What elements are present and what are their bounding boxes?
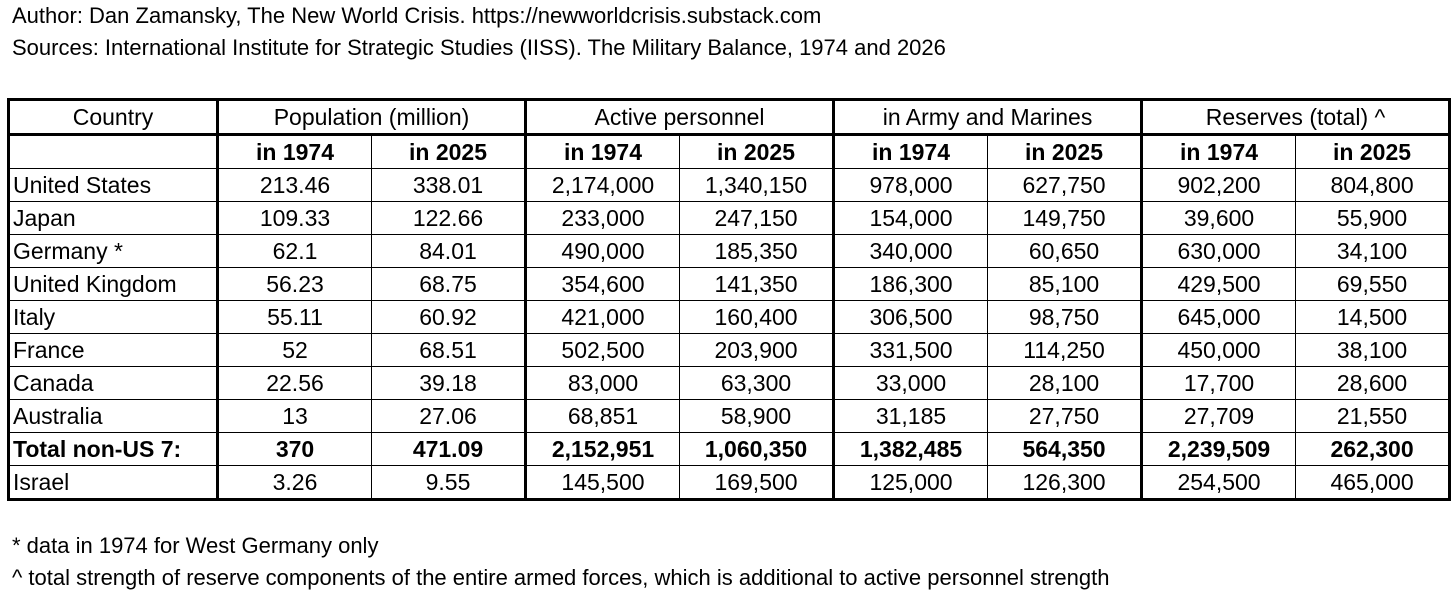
value-cell: 56.23 (218, 268, 372, 301)
value-cell: 160,400 (680, 301, 834, 334)
value-cell: 645,000 (1142, 301, 1296, 334)
value-cell: 22.56 (218, 367, 372, 400)
table-row (9, 334, 1450, 367)
year-header-blank (9, 135, 218, 169)
total-row (9, 433, 1450, 466)
value-cell: 3.26 (218, 466, 372, 500)
table-row (9, 466, 1450, 500)
value-cell: 154,000 (834, 202, 988, 235)
value-cell: 34,100 (1296, 235, 1450, 268)
value-cell: 83,000 (526, 367, 680, 400)
year-header: in 1974 (218, 135, 372, 169)
value-cell: 627,750 (988, 169, 1142, 202)
value-cell: 27,750 (988, 400, 1142, 433)
value-cell: 13 (218, 400, 372, 433)
country-cell: Israel (9, 466, 218, 500)
table-row (9, 301, 1450, 334)
value-cell: 2,239,509 (1142, 433, 1296, 466)
value-cell: 185,350 (680, 235, 834, 268)
country-cell: United States (9, 169, 218, 202)
value-cell: 233,000 (526, 202, 680, 235)
value-cell: 60.92 (372, 301, 526, 334)
value-cell: 338.01 (372, 169, 526, 202)
country-cell: Canada (9, 367, 218, 400)
footnote-reserves: ^ total strength of reserve components of the entire armed forces, which is additional to active personnel strength (12, 565, 1110, 590)
value-cell: 978,000 (834, 169, 988, 202)
value-cell: 122.66 (372, 202, 526, 235)
country-cell: Total non-US 7: (9, 433, 218, 466)
table-row (9, 367, 1450, 400)
year-header: in 2025 (1296, 135, 1450, 169)
value-cell: 2,174,000 (526, 169, 680, 202)
value-cell: 630,000 (1142, 235, 1296, 268)
value-cell: 62.1 (218, 235, 372, 268)
year-header: in 1974 (526, 135, 680, 169)
value-cell: 109.33 (218, 202, 372, 235)
value-cell: 471.09 (372, 433, 526, 466)
value-cell: 68,851 (526, 400, 680, 433)
value-cell: 429,500 (1142, 268, 1296, 301)
value-cell: 98,750 (988, 301, 1142, 334)
value-cell: 52 (218, 334, 372, 367)
value-cell: 262,300 (1296, 433, 1450, 466)
value-cell: 68.51 (372, 334, 526, 367)
group-header-row (9, 100, 1450, 135)
value-cell: 354,600 (526, 268, 680, 301)
footnote-germany: * data in 1974 for West Germany only (12, 533, 379, 558)
value-cell: 1,382,485 (834, 433, 988, 466)
value-cell: 39,600 (1142, 202, 1296, 235)
value-cell: 33,000 (834, 367, 988, 400)
value-cell: 38,100 (1296, 334, 1450, 367)
value-cell: 114,250 (988, 334, 1142, 367)
value-cell: 27.06 (372, 400, 526, 433)
author-line: Author: Dan Zamansky, The New World Crisis. https://newworldcrisis.substack.com (12, 3, 822, 28)
country-cell: Australia (9, 400, 218, 433)
table-body (9, 169, 1450, 500)
military-comparison-table (7, 98, 1451, 501)
value-cell: 149,750 (988, 202, 1142, 235)
value-cell: 126,300 (988, 466, 1142, 500)
value-cell: 203,900 (680, 334, 834, 367)
year-header: in 2025 (372, 135, 526, 169)
year-header: in 1974 (834, 135, 988, 169)
value-cell: 370 (218, 433, 372, 466)
value-cell: 1,340,150 (680, 169, 834, 202)
value-cell: 331,500 (834, 334, 988, 367)
group-header-population: Population (million) (218, 100, 526, 135)
value-cell: 68.75 (372, 268, 526, 301)
value-cell: 55,900 (1296, 202, 1450, 235)
value-cell: 306,500 (834, 301, 988, 334)
country-cell: United Kingdom (9, 268, 218, 301)
table-row (9, 268, 1450, 301)
year-header: in 1974 (1142, 135, 1296, 169)
value-cell: 17,700 (1142, 367, 1296, 400)
table-row (9, 202, 1450, 235)
year-header-row (9, 135, 1450, 169)
value-cell: 465,000 (1296, 466, 1450, 500)
table-row (9, 235, 1450, 268)
value-cell: 28,600 (1296, 367, 1450, 400)
value-cell: 804,800 (1296, 169, 1450, 202)
country-cell: Germany * (9, 235, 218, 268)
value-cell: 84.01 (372, 235, 526, 268)
country-cell: Japan (9, 202, 218, 235)
group-header-reserves: Reserves (total) ^ (1142, 100, 1450, 135)
value-cell: 145,500 (526, 466, 680, 500)
value-cell: 39.18 (372, 367, 526, 400)
value-cell: 1,060,350 (680, 433, 834, 466)
value-cell: 213.46 (218, 169, 372, 202)
group-header-army-marines: in Army and Marines (834, 100, 1142, 135)
value-cell: 28,100 (988, 367, 1142, 400)
value-cell: 31,185 (834, 400, 988, 433)
value-cell: 27,709 (1142, 400, 1296, 433)
value-cell: 254,500 (1142, 466, 1296, 500)
value-cell: 60,650 (988, 235, 1142, 268)
value-cell: 21,550 (1296, 400, 1450, 433)
value-cell: 564,350 (988, 433, 1142, 466)
value-cell: 247,150 (680, 202, 834, 235)
value-cell: 14,500 (1296, 301, 1450, 334)
value-cell: 169,500 (680, 466, 834, 500)
value-cell: 186,300 (834, 268, 988, 301)
value-cell: 55.11 (218, 301, 372, 334)
group-header-active-personnel: Active personnel (526, 100, 834, 135)
value-cell: 63,300 (680, 367, 834, 400)
table-row (9, 169, 1450, 202)
value-cell: 450,000 (1142, 334, 1296, 367)
value-cell: 421,000 (526, 301, 680, 334)
value-cell: 2,152,951 (526, 433, 680, 466)
country-cell: France (9, 334, 218, 367)
year-header: in 2025 (680, 135, 834, 169)
value-cell: 69,550 (1296, 268, 1450, 301)
value-cell: 902,200 (1142, 169, 1296, 202)
value-cell: 58,900 (680, 400, 834, 433)
table-row (9, 400, 1450, 433)
sources-line: Sources: International Institute for Strategic Studies (IISS). The Military Balance, 1974 and 2026 (12, 35, 946, 60)
value-cell: 340,000 (834, 235, 988, 268)
value-cell: 141,350 (680, 268, 834, 301)
value-cell: 490,000 (526, 235, 680, 268)
value-cell: 85,100 (988, 268, 1142, 301)
country-cell: Italy (9, 301, 218, 334)
value-cell: 502,500 (526, 334, 680, 367)
country-column-header: Country (9, 100, 218, 135)
year-header: in 2025 (988, 135, 1142, 169)
value-cell: 125,000 (834, 466, 988, 500)
value-cell: 9.55 (372, 466, 526, 500)
